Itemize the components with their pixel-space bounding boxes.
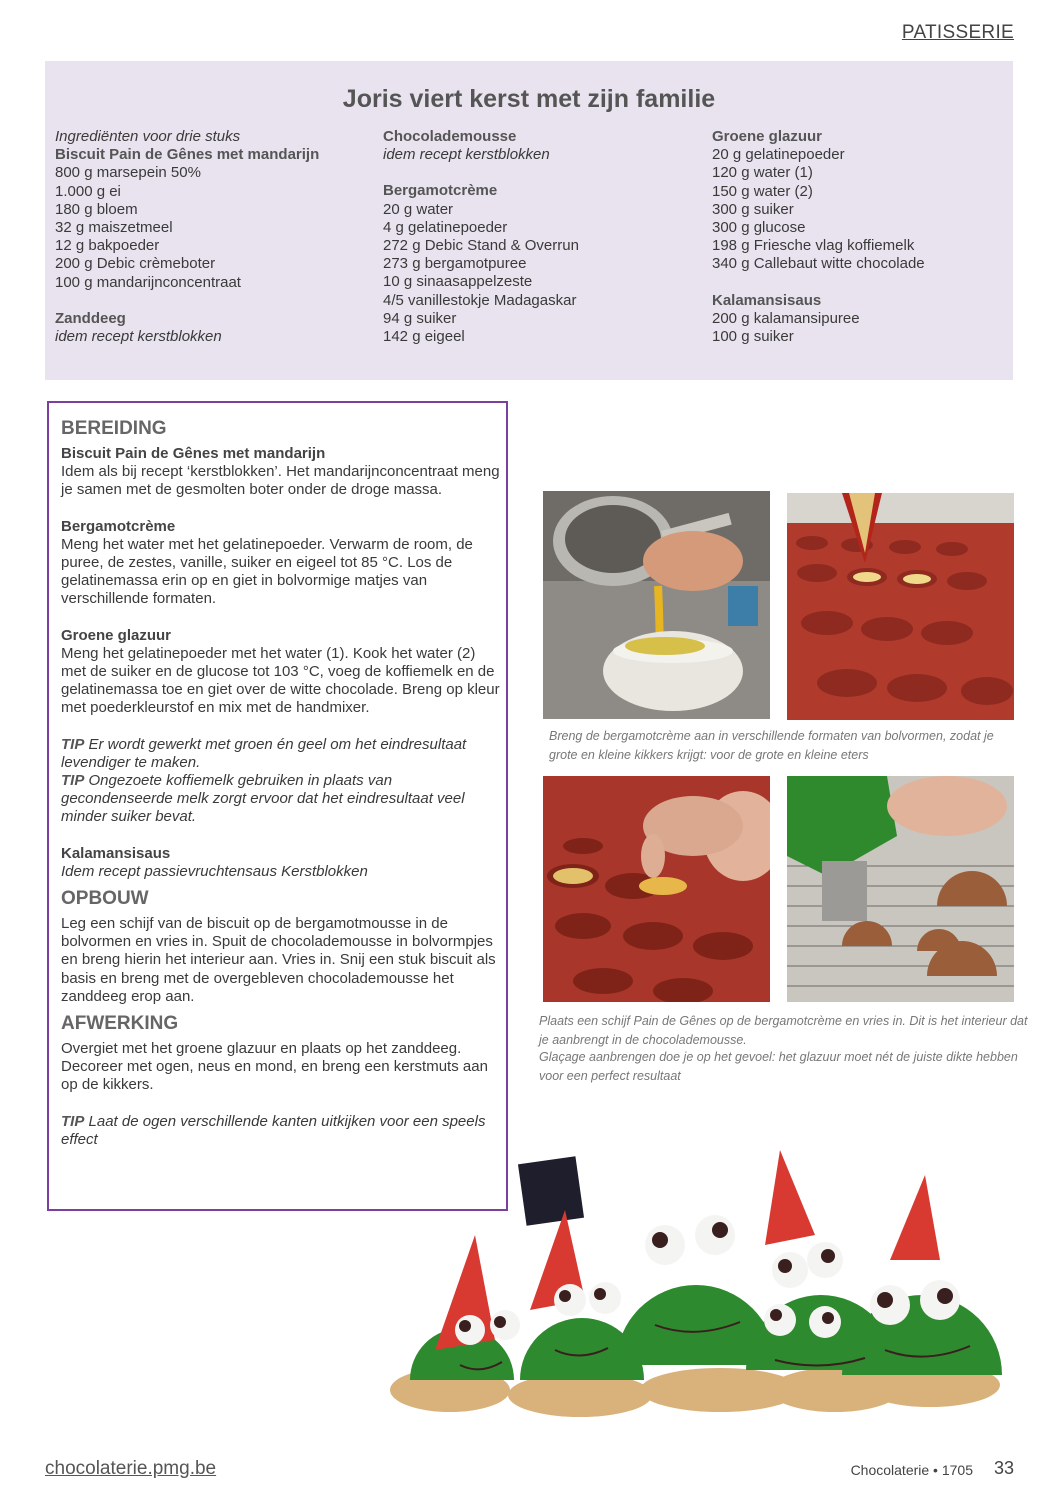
ingredient-line: 120 g water (1): [712, 164, 813, 182]
ingredient-line: 300 g suiker: [712, 200, 794, 218]
ingredient-line: 10 g sinaasappelzeste: [383, 273, 533, 291]
ingredient-line: 1.000 g ei: [55, 182, 121, 200]
ingredient-line: 20 g gelatinepoeder: [712, 146, 845, 164]
photo-frog-cakes: [380, 1150, 1020, 1440]
ingredient-line: 300 g glucose: [712, 219, 806, 237]
ingredient-line: 340 g Callebaut witte chocolade: [712, 255, 925, 273]
section-label: PATISSERIE: [901, 22, 1014, 43]
biscuit-text: Idem als bij recept ‘kerstblokken’. Het mandarijnconcentraat meng je samen met de gesmolten boter onder de droge massa.: [61, 463, 500, 499]
caption-2: Plaats een schijf Pain de Gênes op de bergamotcrème en vries in. Dit is het interieur dat je aanbrengt in de chocolademousse.: [539, 1014, 1028, 1047]
kalamansi-title: Kalamansisaus: [61, 844, 171, 862]
finishing-heading: AFWERKING: [61, 1013, 179, 1035]
ingredient-line: 800 g marsepein 50%: [55, 164, 201, 182]
photo-pouring-cream: [543, 491, 770, 719]
ingredient-line: Ingrediënten voor drie stuks: [55, 128, 241, 145]
ingredients-column-3: [712, 128, 1032, 346]
ingredient-line: 4/5 vanillestokje Madagaskar: [383, 291, 577, 309]
glaze-title: Groene glazuur: [61, 626, 172, 644]
assembly-heading: OPBOUW: [61, 888, 149, 910]
ingredient-heading: Zanddeeg: [55, 309, 126, 327]
ingredient-line: 32 g maiszetmeel: [55, 219, 173, 237]
ingredient-line: idem recept kerstblokken: [383, 146, 550, 164]
spacer: [383, 164, 703, 182]
ingredient-line: 100 g suiker: [712, 328, 794, 346]
page-number: 33: [993, 1458, 1014, 1478]
ingredient-heading: Kalamansisaus: [712, 291, 822, 309]
assembly-text: Leg een schijf van de biscuit op de bergamotmousse in de bolvormen en vries in. Spuit de chocolademousse in bolvormpjes en breng hierin het interieur aan. Vries in. Snij een stuk biscuit als basis en breng met de overgebleven chocolademousse het zanddeeg erop aan.: [61, 915, 496, 1005]
preparation-box: [47, 401, 508, 1211]
tip-1: TIP Er wordt gewerkt met groen én geel om het eindresultaat levendiger te maken.: [61, 735, 467, 771]
ingredients-column-2: [383, 128, 703, 346]
tip-3: TIP Laat de ogen verschillende kanten uitkijken voor een speels effect: [61, 1112, 486, 1148]
ingredient-heading: Biscuit Pain de Gênes met mandarijn: [55, 146, 320, 164]
ingredient-line: 200 g Debic crèmeboter: [55, 255, 216, 273]
ingredient-line: idem recept kerstblokken: [55, 328, 222, 346]
biscuit-title: Biscuit Pain de Gênes met mandarijn: [61, 445, 326, 462]
ingredients-column-1: [55, 128, 375, 346]
ingredient-line: 198 g Friesche vlag koffiemelk: [712, 237, 915, 255]
kalamansi-text: Idem recept passievruchtensaus Kerstblokken: [61, 862, 368, 880]
spacer: [712, 274, 1032, 292]
ingredient-line: 273 g bergamotpuree: [383, 255, 527, 273]
tip-2: TIP Ongezoete koffiemelk gebruiken in plaats van gecondenseerde melk zorgt ervoor dat het eindresultaat veel minder suiker bevat.: [61, 772, 465, 826]
finishing-text: Overgiet met het groene glazuur en plaats op het zanddeeg. Decoreer met ogen, neus en mond, en breng een kerstmuts aan op de kikkers.: [61, 1040, 488, 1094]
ingredient-line: 20 g water: [383, 200, 454, 218]
glaze-text: Meng het gelatinepoeder met het water (1). Kook het water (2) met de suiker en de glucose tot 103 °C, voeg de koffiemelk en de gelatinemassa toe en giet over de witte chocolade. Breng op kleur met poederkleurstof en mix met de handmixer.: [61, 644, 500, 717]
ingredient-line: 272 g Debic Stand & Overrun: [383, 237, 579, 255]
caption-1: Breng de bergamotcrème aan in verschillende formaten van bolvormen, zodat je grote en kleine kikkers krijgt: voor de grote en kleine eters: [549, 729, 994, 762]
ingredient-line: 142 g eigeel: [383, 328, 465, 346]
caption-3: Glaçage aanbrengen doe je op het gevoel: het glazuur moet nét de juiste dikte hebben voor een perfect resultaat: [539, 1050, 1018, 1083]
preparation-heading: BEREIDING: [61, 418, 167, 439]
ingredient-heading: Bergamotcrème: [383, 182, 498, 200]
ingredient-heading: Groene glazuur: [712, 128, 823, 145]
ingredient-line: 150 g water (2): [712, 182, 813, 200]
footer-magazine: Chocolaterie • 1705: [850, 1462, 973, 1478]
spacer: [55, 292, 375, 310]
photo-piping-molds: [787, 493, 1014, 720]
photo-placing-biscuit: [543, 776, 770, 1002]
ingredient-line: 180 g bloem: [55, 200, 138, 218]
ingredient-line: 4 g gelatinepoeder: [383, 218, 508, 236]
recipe-title: Joris viert kerst met zijn familie: [342, 85, 716, 113]
bergamot-title: Bergamotcrème: [61, 517, 176, 535]
ingredients-panel: [45, 61, 1013, 380]
bergamot-text: Meng het water met het gelatinepoeder. Verwarm de room, de puree, de zestes, vanille, suiker en eigeel tot 85 °C. Los de gelatinemassa erin op en giet in bolvormige matjes van verschillende formaten.: [61, 535, 473, 608]
ingredient-heading: Chocolademousse: [383, 128, 517, 145]
footer-url[interactable]: chocolaterie.pmg.be: [45, 1458, 217, 1479]
ingredient-line: 100 g mandarijnconcentraat: [55, 273, 241, 291]
ingredient-line: 200 g kalamansipuree: [712, 309, 860, 327]
photo-glazing-domes: [787, 776, 1014, 1002]
ingredient-line: 94 g suiker: [383, 309, 457, 327]
ingredient-line: 12 g bakpoeder: [55, 237, 160, 255]
